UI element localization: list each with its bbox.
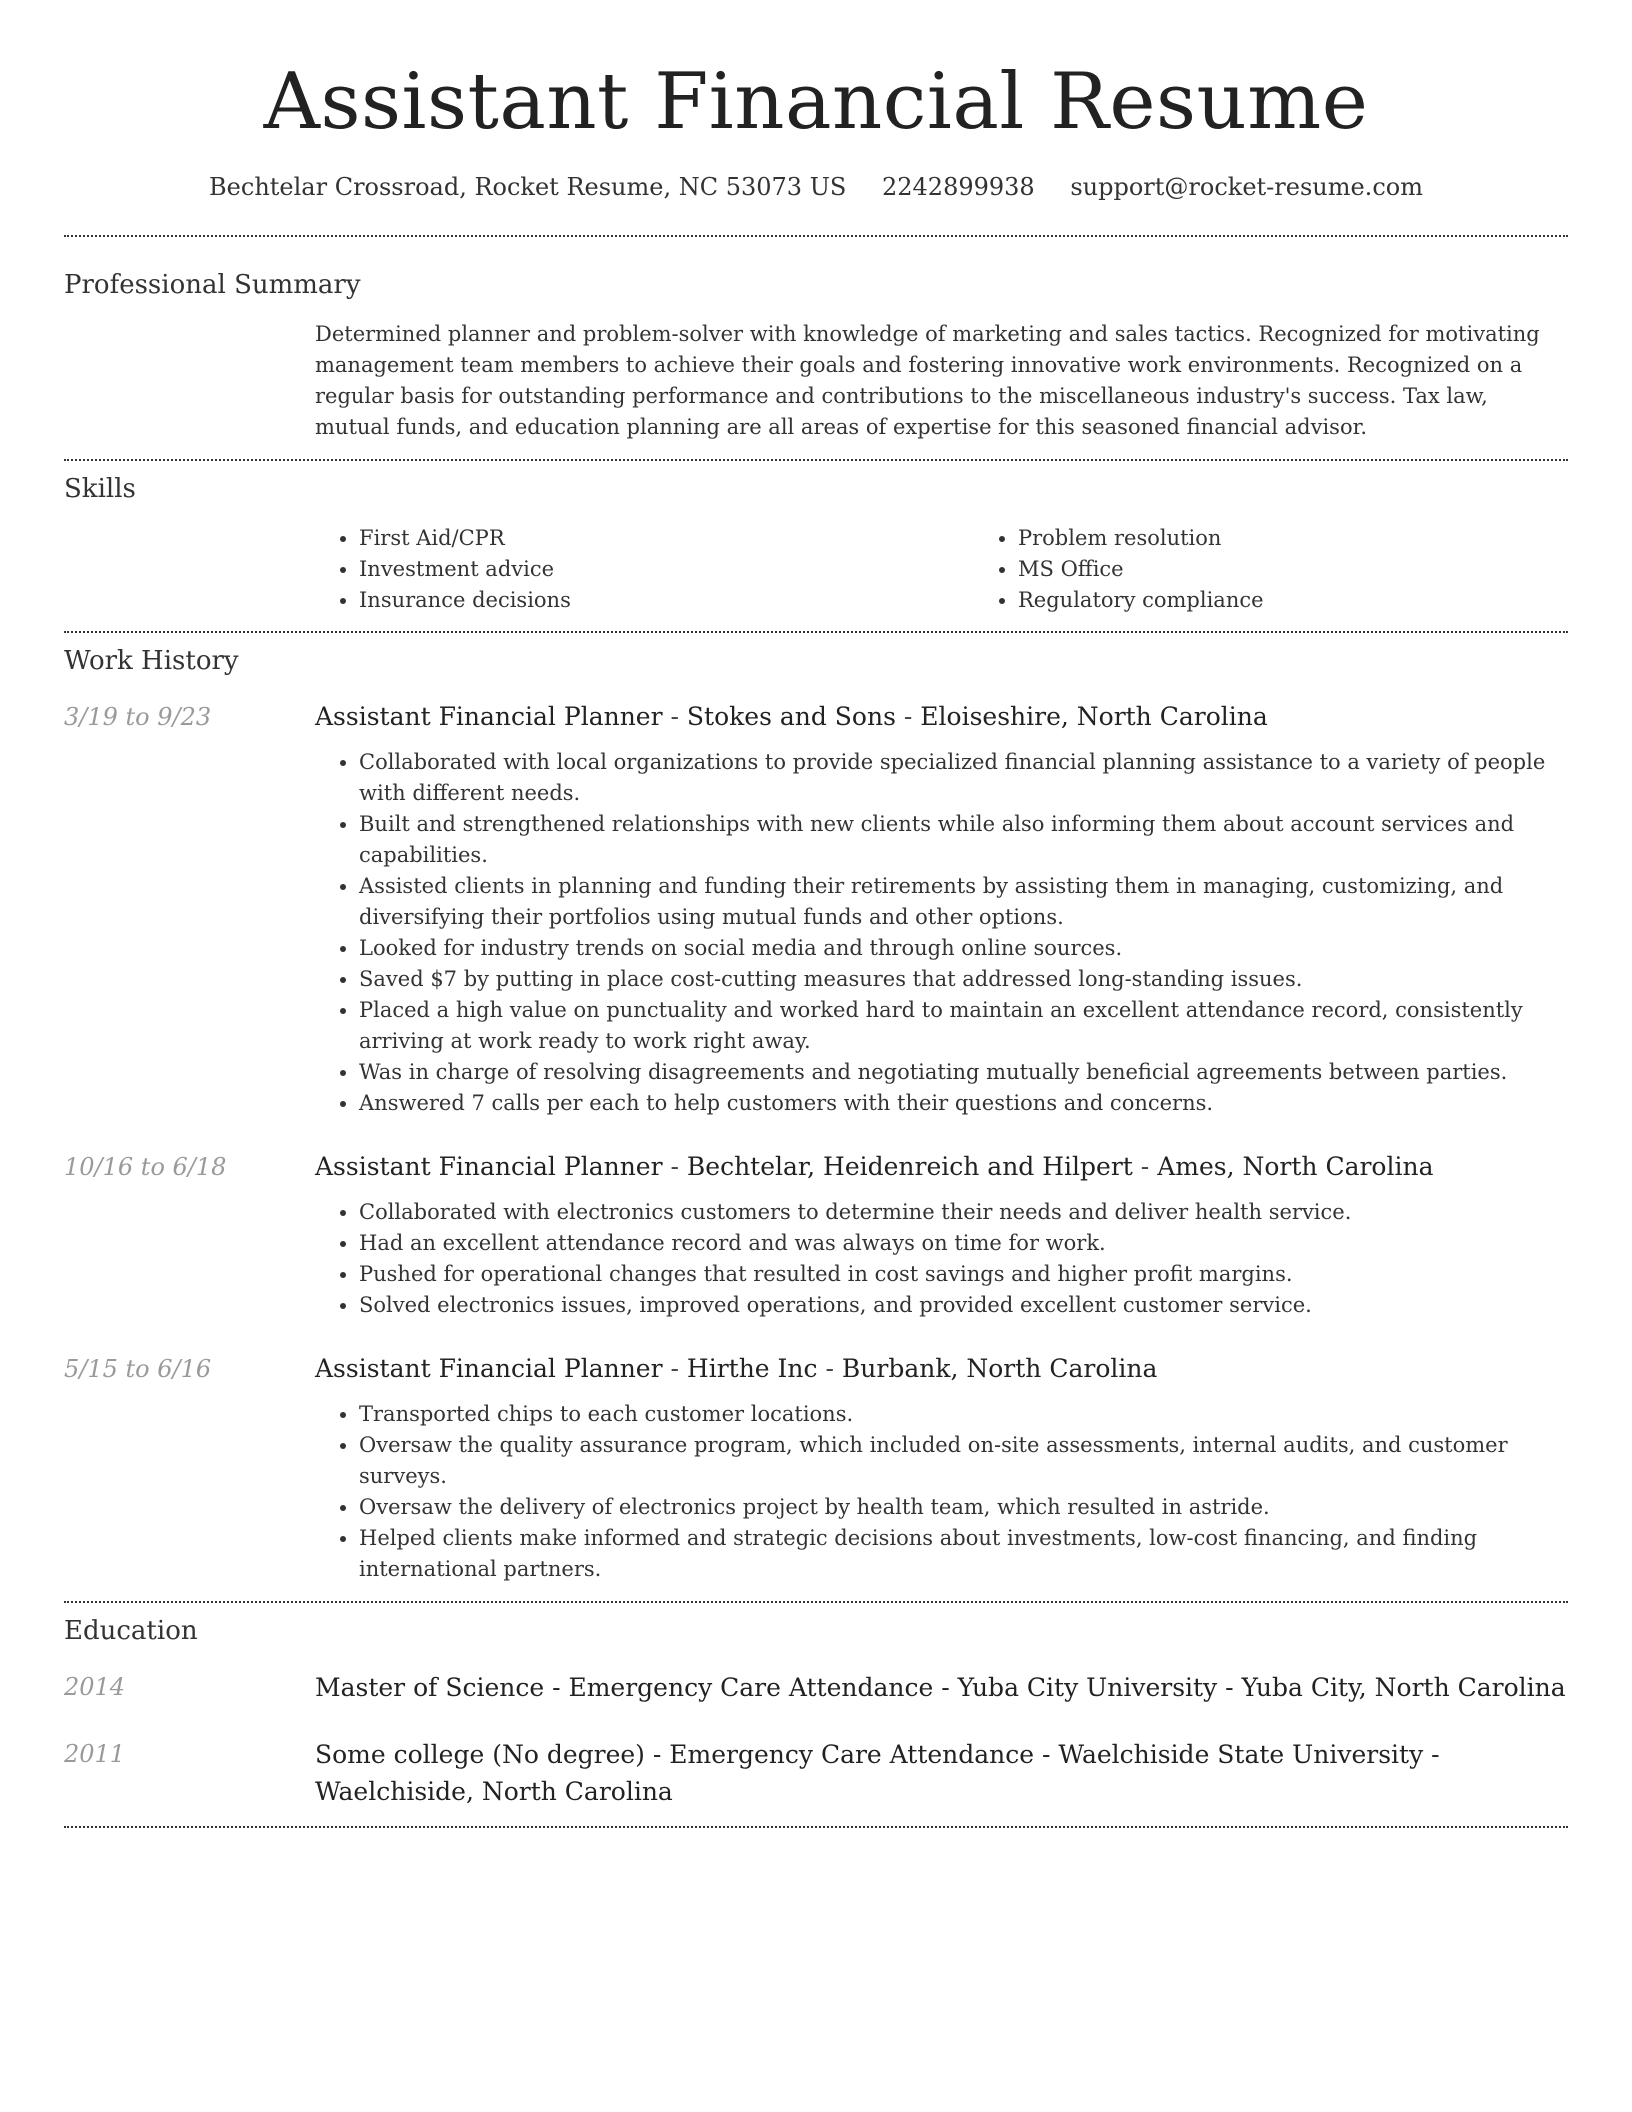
section-title-education: Education [64, 1616, 198, 1646]
job-bullet: • Answered 7 calls per each to help customers with their questions and concerns. [359, 1088, 1568, 1119]
job-bullet: • Helped clients make informed and strategic decisions about investments, low-cost financing, and finding international partners. [359, 1523, 1568, 1585]
job-bullet: • Saved $7 by putting in place cost-cutting measures that addressed long-standing issues. [359, 964, 1568, 995]
job-bullet: • Looked for industry trends on social media and through online sources. [359, 933, 1568, 964]
summary-section [64, 237, 1568, 443]
skill-item: • Regulatory compliance [1018, 585, 1632, 616]
resume-header [0, 0, 1632, 204]
job-dates: 10/16 to 6/18 [64, 1153, 227, 1181]
job-bullets [315, 747, 1568, 1119]
contact-address: Bechtelar Crossroad, Rocket Resume, NC 53073 US [209, 173, 847, 201]
skills-list-right [974, 523, 1632, 616]
job-dates: 5/15 to 6/16 [64, 1355, 212, 1383]
job-title: Assistant Financial Planner [315, 1152, 663, 1181]
job-bullets [315, 1197, 1568, 1321]
job-heading: Assistant Financial Planner - Bechtelar, Heidenreich and Hilpert - Ames, North Carolina [315, 1152, 1434, 1181]
skills-list-left [315, 523, 974, 616]
education-detail: Some college (No degree) - Emergency Care Attendance - Waelchiside State University - Waelchiside, North Carolina [315, 1740, 1440, 1806]
education-detail: Master of Science - Emergency Care Attendance - Yuba City University - Yuba City, North Carolina [315, 1673, 1566, 1702]
contact-email: support@rocket-resume.com [1070, 173, 1423, 201]
education-year: 2011 [64, 1740, 126, 1768]
skill-item: • MS Office [1018, 554, 1632, 585]
job-heading: Assistant Financial Planner - Stokes and Sons - Eloiseshire, North Carolina [315, 702, 1268, 731]
job-bullet: • Collaborated with electronics customers to determine their needs and deliver health service. [359, 1197, 1568, 1228]
job-bullet: • Assisted clients in planning and funding their retirements by assisting them in managing, customizing, and diversifying their portfolios using mutual funds and other options. [359, 871, 1568, 933]
summary-text: Determined planner and problem-solver with knowledge of marketing and sales tactics. Recognized for motivating management team members to achieve their goals and fostering innovative work environments. Recognized on a regular basis for outstanding performance and contributions to the miscellaneous industry's success. Tax law, mutual funds, and education planning are all areas of expertise for this seasoned financial advisor. [315, 322, 1540, 439]
job-location: Ames, North Carolina [1157, 1152, 1434, 1181]
job-location: Eloiseshire, North Carolina [920, 702, 1268, 731]
education-entry [64, 1669, 1568, 1706]
skill-item: • Investment advice [359, 554, 974, 585]
job-bullet: • Solved electronics issues, improved operations, and provided excellent customer service. [359, 1290, 1568, 1321]
section-title-skills: Skills [64, 474, 136, 504]
education-entry [64, 1736, 1568, 1810]
job-bullet: • Oversaw the delivery of electronics project by health team, which resulted in astride. [359, 1492, 1568, 1523]
section-divider [64, 1826, 1568, 1828]
work-section [64, 633, 1568, 1585]
section-title-summary: Professional Summary [64, 270, 361, 300]
job-entry [64, 1351, 1568, 1585]
section-title-work: Work History [64, 646, 239, 676]
skills-section [64, 461, 1568, 616]
skill-item: • Problem resolution [1018, 523, 1632, 554]
job-bullet: • Had an excellent attendance record and was always on time for work. [359, 1228, 1568, 1259]
job-company: Bechtelar, Heidenreich and Hilpert [686, 1152, 1133, 1181]
skill-item: • First Aid/CPR [359, 523, 974, 554]
job-company: Stokes and Sons [686, 702, 896, 731]
job-dates: 3/19 to 9/23 [64, 703, 212, 731]
job-heading: Assistant Financial Planner - Hirthe Inc - Burbank, North Carolina [315, 1354, 1158, 1383]
job-bullet: • Collaborated with local organizations to provide specialized financial planning assistance to a variety of people with different needs. [359, 747, 1568, 809]
job-bullet: • Built and strengthened relationships with new clients while also informing them about account services and capabilities. [359, 809, 1568, 871]
education-year: 2014 [64, 1673, 126, 1701]
job-bullets [315, 1399, 1568, 1585]
job-bullet: • Oversaw the quality assurance program, which included on-site assessments, internal audits, and customer surveys. [359, 1430, 1568, 1492]
job-company: Hirthe Inc [686, 1354, 818, 1383]
job-entry [64, 1149, 1568, 1321]
job-location: Burbank, North Carolina [841, 1354, 1158, 1383]
contact-line [0, 170, 1632, 204]
job-bullet: • Transported chips to each customer locations. [359, 1399, 1568, 1430]
job-bullet: • Placed a high value on punctuality and worked hard to maintain an excellent attendance record, consistently arriving at work ready to work right away. [359, 995, 1568, 1057]
resume-title: Assistant Financial Resume [263, 57, 1369, 147]
education-section [64, 1603, 1568, 1810]
job-title: Assistant Financial Planner [315, 1354, 663, 1383]
contact-phone: 2242899938 [882, 173, 1035, 201]
job-title: Assistant Financial Planner [315, 702, 663, 731]
job-bullet: • Pushed for operational changes that resulted in cost savings and higher profit margins. [359, 1259, 1568, 1290]
job-bullet: • Was in charge of resolving disagreements and negotiating mutually beneficial agreements between parties. [359, 1057, 1568, 1088]
skill-item: • Insurance decisions [359, 585, 974, 616]
job-entry [64, 699, 1568, 1119]
